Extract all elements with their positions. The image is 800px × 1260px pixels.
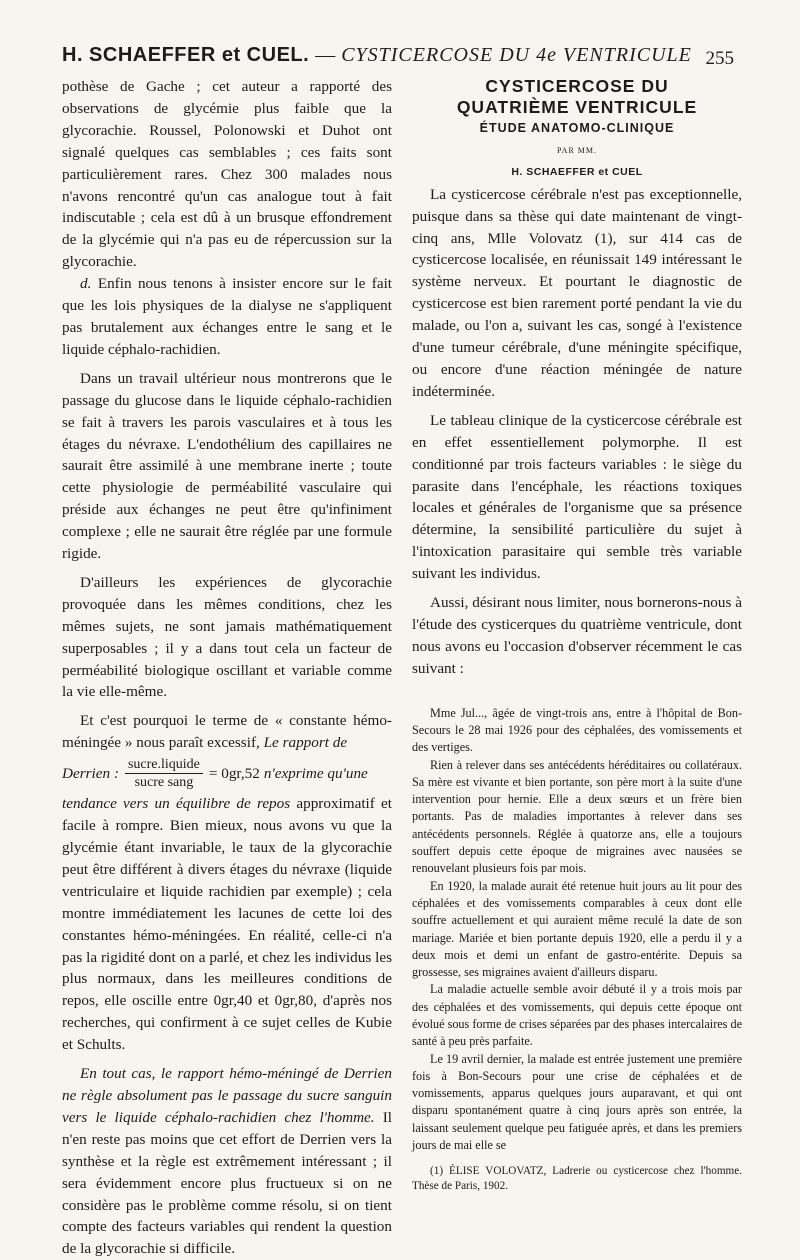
paragraph-d-text: Enfin nous tenons à insister encore sur le fait que les lois physiques de la dialyse ne s'appliquent pas brutalement aux échanges entre le sang et le liquide céphalo-rachidien. bbox=[62, 275, 393, 358]
article-title-line1: CYSTICERCOSE DU bbox=[485, 76, 669, 96]
article-subtitle: ÉTUDE ANATOMO-CLINIQUE bbox=[479, 121, 675, 135]
left-column bbox=[62, 76, 392, 1260]
paragraph-constante-italic: Le rapport de bbox=[263, 734, 348, 752]
formula-tail: n'exprime qu'une bbox=[263, 764, 368, 782]
paragraph-tendance-text: approximatif et facile à rompre. Bien mieux, nous avons vu que la glycémie étant invariable, le taux de la glycorachie peut être différent à divers étages du névraxe (liquide ventriculaire et liquide rachidien par exemple) ; cela montre immédiatement les lacunes de cette loi des constantes hémo-méningées. En réalité, celle-ci n'a pas la rigidité dont on a parlé, et chez les individus les plus normaux, dans les meilleures conditions de repos, elle oscille entre 0gr,40 et 0gr,80, d'après nos recherches, qui confirment à ce sujet celles de Kubie et Schults. bbox=[62, 795, 392, 1054]
case-paragraph-maladie: La maladie actuelle semble avoir débuté il y a trois mois par des céphalées et des vomissements, qui depuis cette époque ont évolué sous forme de crises séparées par des phases intercalaires de santé à peu près parfaite. bbox=[412, 982, 742, 1049]
article-authors: H. SCHAEFFER et CUEL bbox=[511, 165, 643, 178]
paragraph-gache: pothèse de Gache ; cet auteur a rapporté des observations de glycémie plus faible que la glycorachie. Roussel, Polonowski et Duhot ont signalé quelques cas semblables ; ces faits sont particulièrement rares. Chez 300 malades nous n'avons rencontré qu'un cas analogue tout à fait indiscutable ; cela est dû à un brusque effondrement de la glycémie qui n'a pas eu de répercussion sur la glycorachie. bbox=[62, 78, 392, 271]
paragraph-constante-text: Et c'est pourquoi le terme de « constante hémo-méningée » nous paraît excessif, bbox=[62, 712, 392, 752]
paragraph-travail: Dans un travail ultérieur nous montrerons que le passage du glucose dans le liquide céphalo-rachidien se fait à travers les parois vasculaires et à tous les étages du névraxe. L'endothélium des capillaires ne saurait être assimilé à une membrane inerte ; toute cette physiologie de perméabilité vasculaire qui préside aux échanges ne peut être qu'infiniment complexe ; elle ne saurait être réglée par une formule rigide. bbox=[62, 369, 392, 563]
running-head bbox=[62, 40, 742, 70]
running-head-dash: — bbox=[315, 44, 336, 66]
paragraph-tendance bbox=[62, 793, 392, 1056]
right-column bbox=[412, 76, 742, 1194]
paragraph-d-label: d. bbox=[80, 275, 92, 293]
paragraph-conclusion bbox=[62, 1063, 392, 1260]
case-paragraph-avril: Le 19 avril dernier, la malade est entrée justement une première fois à Bon-Secours pour une crise de céphalées et de vomissements, apparus quelques jours auparavant, et qui ont disparu spontanément quatre à cinq jours après son entrée, la laissant seulement quelque peu fatiguée après, et dans les premiers jours de mai elle se bbox=[412, 1051, 742, 1153]
case-paragraph-antecedents: Rien à relever dans ses antécédents héréditaires ou collatéraux. Sa mère est vivante et bien portante, son père mort à la suite d'une intervention pour hernie. Elle a deux sœurs et un frère bien portants. Pas de maladies importantes à relever dans ses antécédents personnels. Réglée à quatorze ans, elle a toujours souffert depuis cette époque de migraines avec nausées se renouvelant plusieurs fois par mois. bbox=[412, 757, 742, 876]
formula-fraction bbox=[125, 756, 203, 791]
paragraph-tendance-italic: tendance vers un équilibre de repos bbox=[62, 795, 291, 813]
paragraph-limiter: Aussi, désirant nous limiter, nous bornerons-nous à l'étude des cysticerques du quatrième ventricule, dont nous avons eu l'occasion d'observer récemment le cas suivant : bbox=[412, 594, 742, 677]
article-title-line2: QUATRIÈME VENTRICULE bbox=[456, 97, 698, 117]
paragraph-conclusion-text: Il n'en reste pas moins que cet effort de Derrien vers la synthèse et la règle est extrêmement intéressant ; il sera évidemment encore plus fructueux si on ne considère pas le problème comme résolu, si on tient compte des facteurs variables qui rendent la question de la glycorachie si difficile. bbox=[62, 1108, 392, 1258]
page-number: 255 bbox=[705, 48, 734, 69]
running-head-title: CYSTICERCOSE DU 4e VENTRICULE bbox=[341, 44, 692, 66]
case-paragraph-1920: En 1920, la malade aurait été retenue huit jours au lit pour des céphalées et des vomissements comparables à ceux dont elle souffre actuellement et qui auraient même reculé la date de son mariage. Mariée et bien portante depuis 1920, elle a perdu il y a deux mois et demi un enfant de gastro-entérite. Depuis sa grossesse, ses migraines avaient d'ailleurs disparu. bbox=[412, 878, 742, 980]
running-head-authors: H. SCHAEFFER et CUEL. bbox=[62, 44, 310, 66]
paragraph-cysticercose: La cysticercose cérébrale n'est pas exceptionnelle, puisque dans sa thèse qui date maintenant de vingt-cinq ans, Mlle Volovatz (1), sur 414 cas de cysticercose localisée, en réunissait 149 intéressant le système nerveux. Et pourtant le diagnostic de cysticercose est bien rarement porté pendant la vie du malade, ou l'on a, suivant les cas, songé à l'existence d'une tumeur cérébrale, d'une méningite spécifique, ou encore d'une réaction méningée de nature indéterminée. bbox=[412, 185, 742, 400]
formula-numerator: sucre.liquide bbox=[125, 756, 203, 774]
footnote: (1) ÉLISE VOLOVATZ, Ladrerie ou cysticercose chez l'homme. Thèse de Paris, 1902. bbox=[412, 1165, 742, 1193]
paragraph-tableau-clinique: Le tableau clinique de la cysticercose cérébrale est en effet essentiellement polymorphe. Il est conditionné par trois facteurs variables : le siège du parasite dans l'encéphale, les réactions toxiques locales et générales de l'organisme que sa présence détermine, la sensibilité particulière du sujet à l'intoxication parasitaire qui semble très variable suivant les individus. bbox=[412, 411, 742, 583]
paragraph-ailleurs: D'ailleurs les expériences de glycorachie provoquée dans les mêmes conditions, chez les mêmes sujets, ne sont jamais mathématiquement superposables ; il y a dans tout cela un facteur de perméabilité biologique oscillant et variable comme la vie elle-même. bbox=[62, 573, 392, 701]
article-par: PAR MM. bbox=[556, 145, 598, 155]
formula-lead: Derrien : bbox=[62, 764, 119, 782]
case-paragraph-admission: Mme Jul..., âgée de vingt-trois ans, entre à l'hôpital de Bon-Secours le 28 mai 1926 pour des céphalées, des vomissements et des vertiges. bbox=[412, 705, 742, 755]
paragraph-conclusion-italic: En tout cas, le rapport hémo-méningé de Derrien ne règle absolument pas le passage du sucre sanguin vers le liquide céphalo-rachidien chez l'homme. bbox=[62, 1065, 392, 1126]
paragraph-constante bbox=[62, 710, 392, 754]
paragraph-d bbox=[62, 273, 392, 361]
derrien-formula bbox=[62, 756, 392, 791]
formula-denominator: sucre sang bbox=[134, 775, 194, 791]
formula-value: = 0gr,52 bbox=[208, 764, 260, 782]
